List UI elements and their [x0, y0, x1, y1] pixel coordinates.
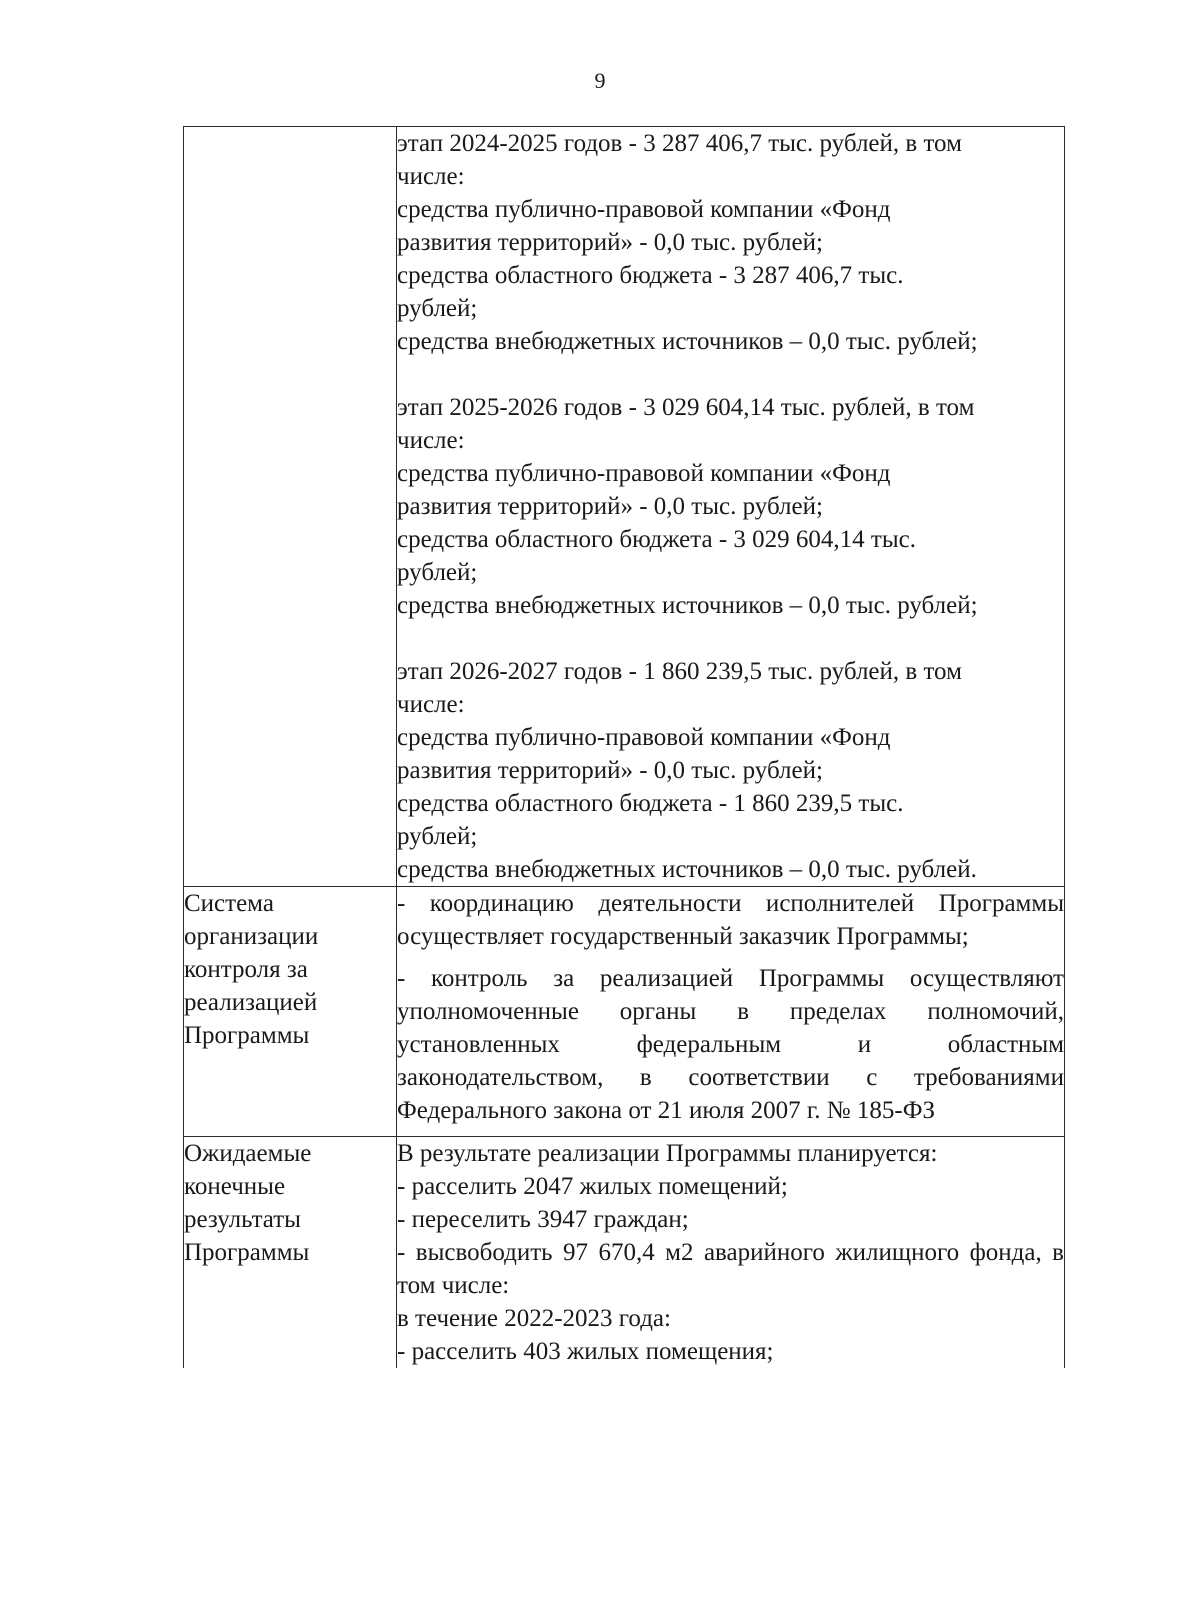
- funding-content-cell: [397, 127, 1065, 887]
- row-label-line: конечные: [184, 1173, 286, 1200]
- stage-title-line: этап 2025-2026 годов - 3 029 604,14 тыс. рублей, в том: [397, 394, 975, 421]
- stage-title-line: числе:: [397, 163, 465, 190]
- extra-budget-line: средства внебюджетных источников – 0,0 тыс. рублей.: [397, 856, 977, 883]
- results-line: в течение 2022-2023 года:: [397, 1305, 671, 1332]
- regional-budget-line: рублей;: [397, 823, 478, 850]
- funding-stage-2026-2027: [397, 655, 1064, 886]
- control-paragraph: - контроль за реализацией Программы осуществляют уполномоченные органы в пределах полномочий, установленных федеральным и областным законодательством, в соответствии с требованиями Федерального закона от 21 июля 2007 г. № 185-ФЗ: [397, 965, 1064, 1124]
- fund-source-line: развития территорий» - 0,0 тыс. рублей;: [397, 757, 823, 784]
- results-line: В результате реализации Программы планируется:: [397, 1140, 938, 1167]
- regional-budget-line: средства областного бюджета - 1 860 239,5 тыс.: [397, 790, 904, 817]
- funding-stage-2024-2025: [397, 127, 1064, 358]
- row-label-line: Система: [184, 890, 274, 917]
- regional-budget-line: рублей;: [397, 295, 478, 322]
- regional-budget-line: рублей;: [397, 559, 478, 586]
- row-label-line: Программы: [184, 1022, 310, 1049]
- results-content-cell: [397, 1137, 1065, 1369]
- results-line: - переселить 3947 граждан;: [397, 1206, 689, 1233]
- row-label-line: реализацией: [184, 989, 318, 1016]
- row-label-line: результаты: [184, 1206, 301, 1233]
- stage-title-line: этап 2024-2025 годов - 3 287 406,7 тыс. рублей, в том: [397, 130, 962, 157]
- regional-budget-line: средства областного бюджета - 3 287 406,7 тыс.: [397, 262, 904, 289]
- stage-title-line: этап 2026-2027 годов - 1 860 239,5 тыс. рублей, в том: [397, 658, 962, 685]
- program-passport-table: [183, 126, 1065, 1368]
- results-justified-line: - высвободить 97 670,4 м2 аварийного жилищного фонда, в том числе:: [397, 1239, 1064, 1299]
- row-label-line: организации: [184, 923, 319, 950]
- control-label-cell: [184, 887, 397, 1137]
- results-label-cell: [184, 1137, 397, 1369]
- table-row-control: [184, 887, 1065, 1137]
- fund-source-line: средства публично-правовой компании «Фонд: [397, 196, 891, 223]
- table-row-results: [184, 1137, 1065, 1369]
- control-paragraph: - координацию деятельности исполнителей Программы осуществляет государственный заказчик Программы;: [397, 890, 1064, 950]
- funding-stage-2025-2026: [397, 391, 1064, 622]
- stage-title-line: числе:: [397, 427, 465, 454]
- regional-budget-line: средства областного бюджета - 3 029 604,14 тыс.: [397, 526, 916, 553]
- row-label-line: контроля за: [184, 956, 308, 983]
- fund-source-line: развития территорий» - 0,0 тыс. рублей;: [397, 229, 823, 256]
- extra-budget-line: средства внебюджетных источников – 0,0 тыс. рублей;: [397, 592, 978, 619]
- page-number: 9: [594, 68, 606, 93]
- extra-budget-line: средства внебюджетных источников – 0,0 тыс. рублей;: [397, 328, 978, 355]
- fund-source-line: средства публично-правовой компании «Фонд: [397, 460, 891, 487]
- row-label-line: Программы: [184, 1239, 310, 1266]
- results-line: - расселить 403 жилых помещения;: [397, 1338, 774, 1365]
- stage-title-line: числе:: [397, 691, 465, 718]
- funding-label-cell: [184, 127, 397, 887]
- fund-source-line: средства публично-правовой компании «Фонд: [397, 724, 891, 751]
- table-row-funding: [184, 127, 1065, 887]
- results-line: - расселить 2047 жилых помещений;: [397, 1173, 788, 1200]
- row-label-line: Ожидаемые: [184, 1140, 312, 1167]
- fund-source-line: развития территорий» - 0,0 тыс. рублей;: [397, 493, 823, 520]
- control-content-cell: [397, 887, 1065, 1137]
